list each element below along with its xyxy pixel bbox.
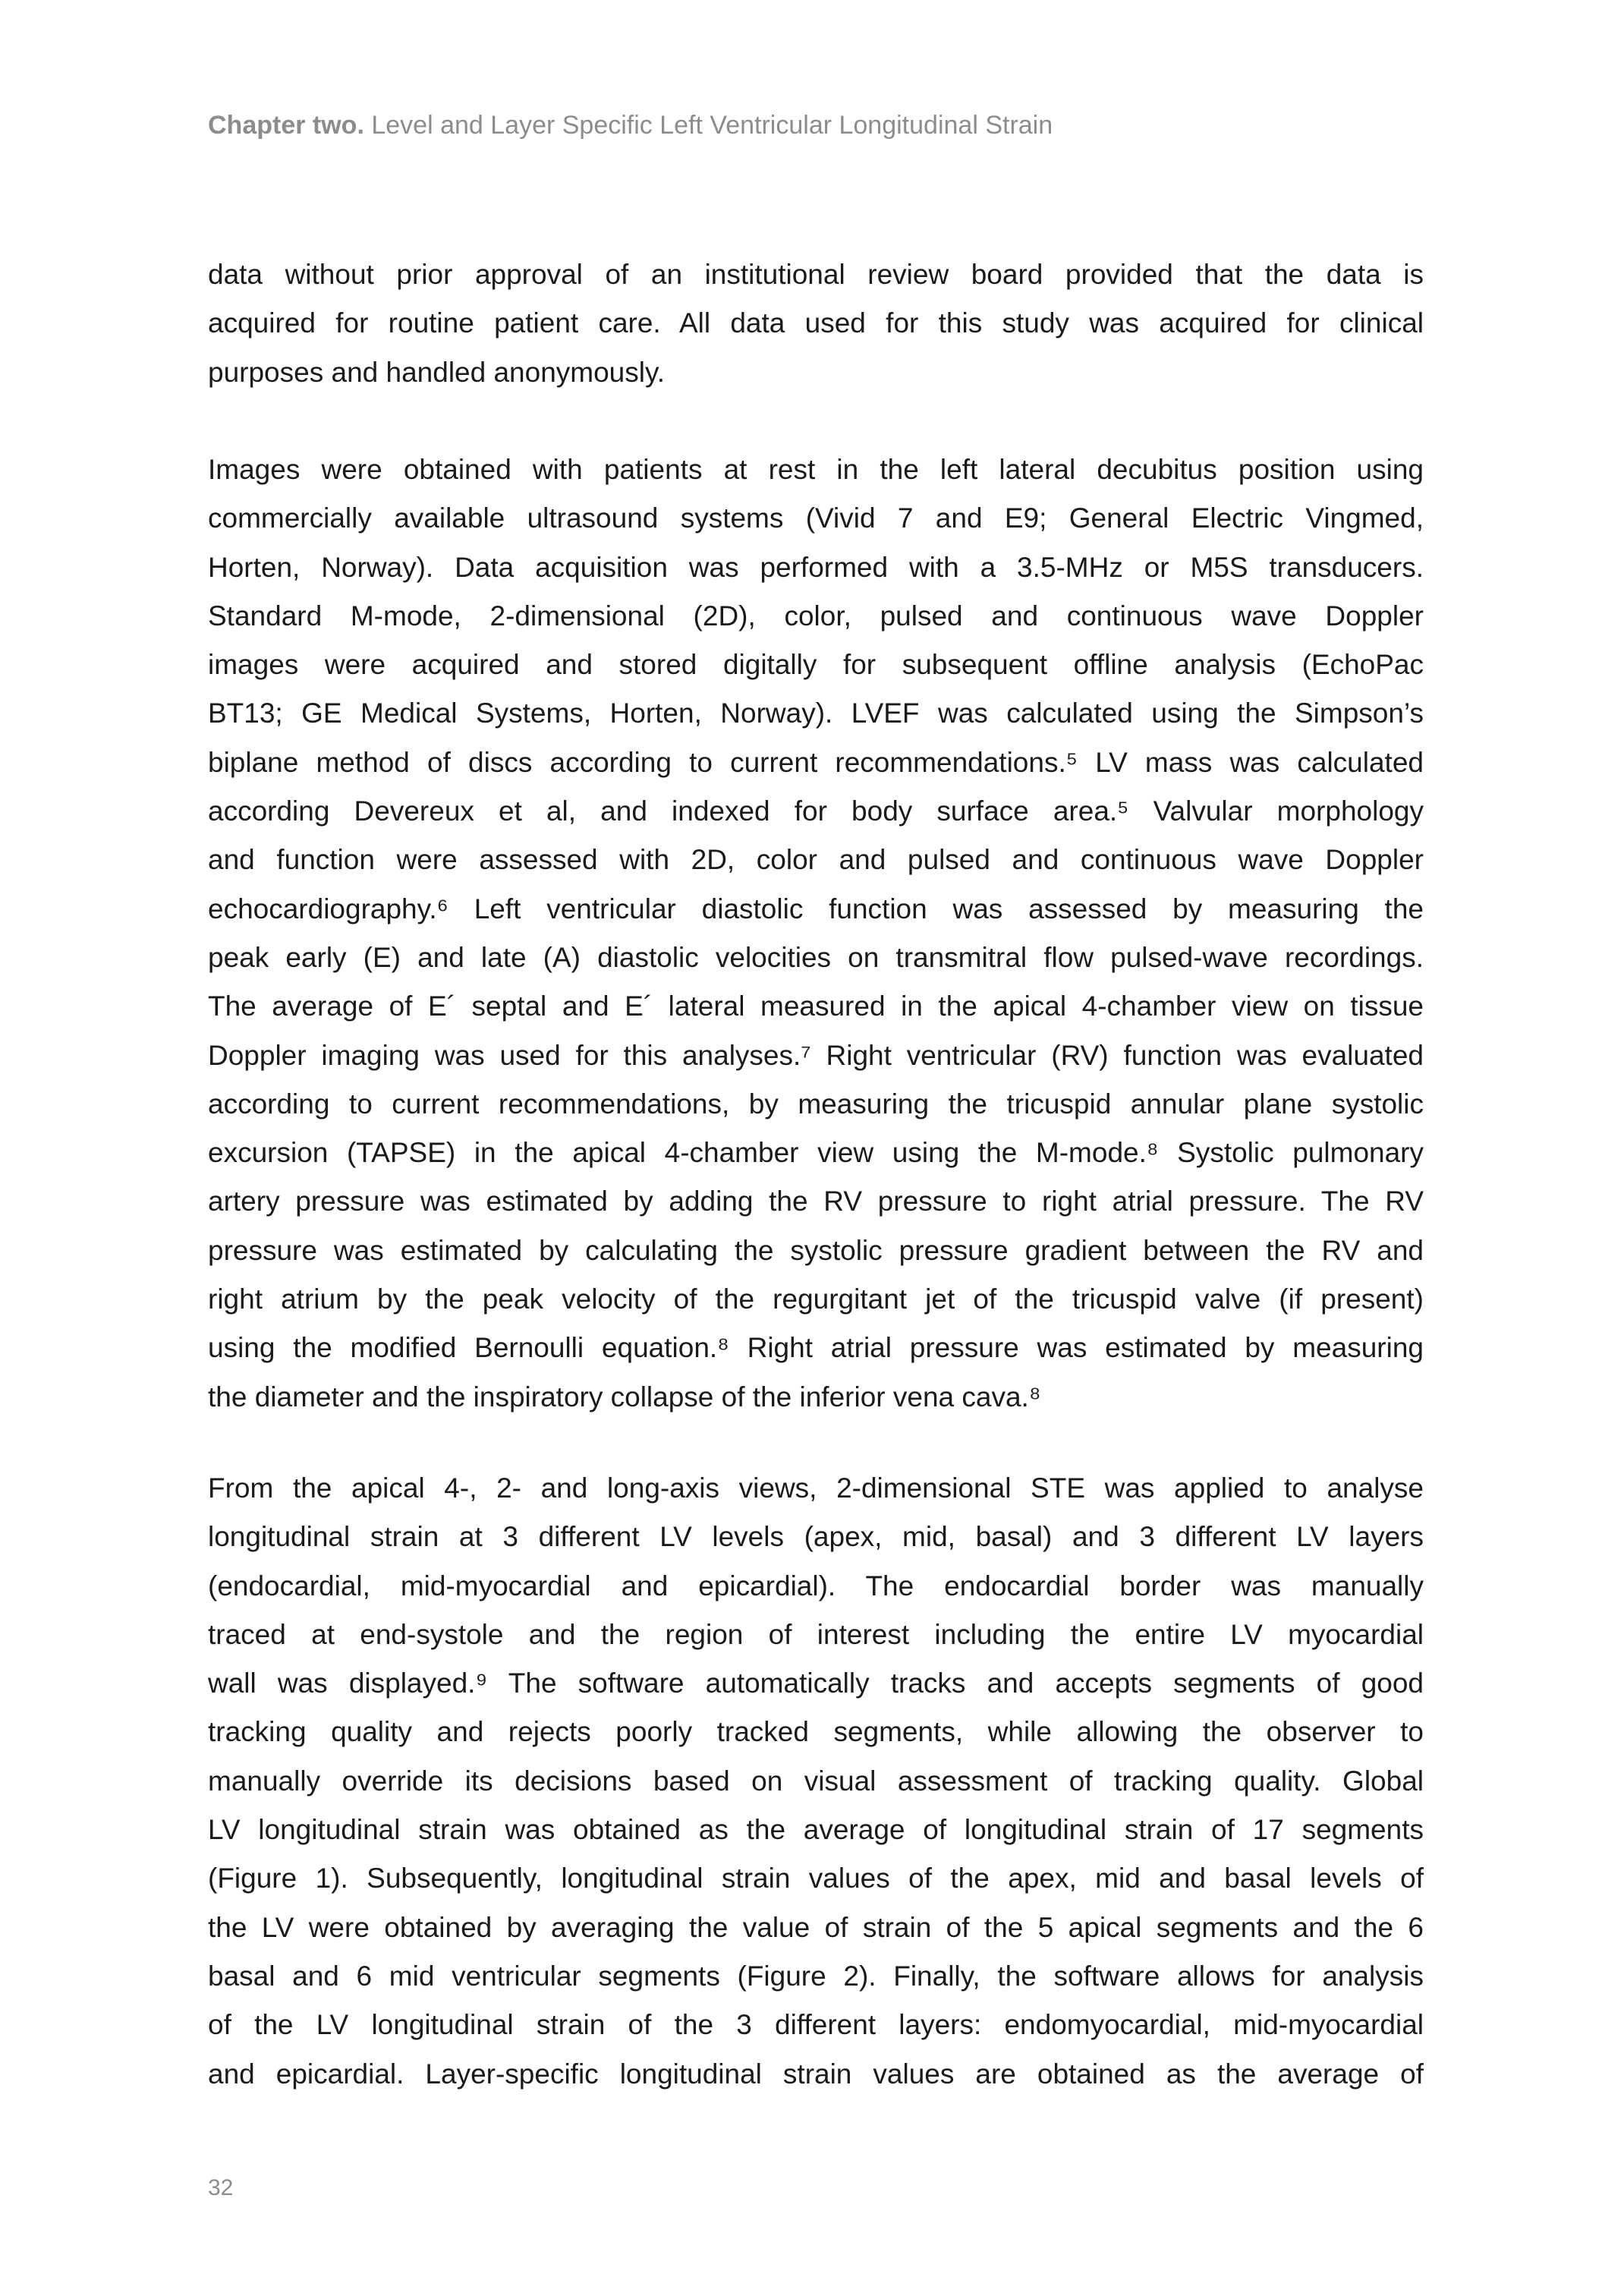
text-line: of the LV longitudinal strain of the 3 different layers: endomyocardial, mid-myocardial [208,2009,1424,2041]
text-line: longitudinal strain at 3 different LV levels (apex, mid, basal) and 3 different LV layers [208,1521,1424,1553]
running-header [208,111,1053,140]
text-line: according to current recommendations, by measuring the tricuspid annular plane systolic [208,1088,1424,1120]
text-line: Horten, Norway). Data acquisition was performed with a 3.5-MHz or M5S transducers. [208,551,1424,583]
text-line: and function were assessed with 2D, color and pulsed and continuous wave Doppler [208,844,1424,876]
chapter-label: Chapter two. [208,111,364,140]
text-line: (endocardial, mid-myocardial and epicardial). The endocardial border was manually [208,1570,1424,1601]
text-line: the diameter and the inspiratory collapse of the inferior vena cava.⁸ [208,1381,1041,1412]
text-line: tracking quality and rejects poorly tracked segments, while allowing the observer to [208,1716,1424,1748]
text-line: and epicardial. Layer-specific longitudinal strain values are obtained as the average of [208,2058,1424,2090]
text-line: The average of E´ septal and E´ lateral measured in the apical 4-chamber view on tissue [208,990,1424,1022]
text-line: using the modified Bernoulli equation.⁸ Right atrial pressure was estimated by measuring [208,1332,1424,1364]
text-line: according Devereux et al, and indexed for body surface area.⁵ Valvular morphology [208,795,1424,827]
text-line: pressure was estimated by calculating the systolic pressure gradient between the RV and [208,1234,1424,1266]
text-line: traced at end-systole and the region of interest including the entire LV myocardial [208,1618,1424,1650]
text-line: the LV were obtained by averaging the value of strain of the 5 apical segments and the 6 [208,1911,1424,1943]
text-line: artery pressure was estimated by adding the RV pressure to right atrial pressure. The RV [208,1186,1424,1217]
chapter-title: Level and Layer Specific Left Ventricular Longitudinal Strain [371,111,1053,140]
paragraph-echocardiography [208,446,1424,1422]
text-line: Standard M-mode, 2-dimensional (2D), color, pulsed and continuous wave Doppler [208,600,1424,631]
page-number: 32 [208,2175,234,2200]
text-line: echocardiography.⁶ Left ventricular diastolic function was assessed by measuring the [208,893,1424,924]
text-line: right atrium by the peak velocity of the regurgitant jet of the tricuspid valve (if present) [208,1283,1424,1315]
text-line: images were acquired and stored digitally for subsequent offline analysis (EchoPac [208,649,1424,681]
text-line: peak early (E) and late (A) diastolic velocities on transmitral flow pulsed-wave recordings. [208,941,1424,973]
text-line: basal and 6 mid ventricular segments (Figure 2). Finally, the software allows for analysis [208,1960,1424,1992]
text-line: (Figure 1). Subsequently, longitudinal strain values of the apex, mid and basal levels of [208,1863,1424,1894]
text-line: data without prior approval of an institutional review board provided that the data is [208,259,1424,290]
text-line: BT13; GE Medical Systems, Horten, Norway). LVEF was calculated using the Simpson’s [208,698,1424,729]
text-line: commercially available ultrasound systems (Vivid 7 and E9; General Electric Vingmed, [208,502,1424,534]
text-line: LV longitudinal strain was obtained as the average of longitudinal strain of 17 segments [208,1814,1424,1846]
text-line: purposes and handled anonymously. [208,356,666,388]
text-line: acquired for routine patient care. All data used for this study was acquired for clinical [208,307,1424,339]
text-line: manually override its decisions based on visual assessment of tracking quality. Global [208,1765,1424,1797]
text-line: Images were obtained with patients at rest in the left lateral decubitus position using [208,454,1424,485]
text-line: From the apical 4-, 2- and long-axis views, 2-dimensional STE was applied to analyse [208,1472,1424,1504]
text-line: wall was displayed.⁹ The software automatically tracks and accepts segments of good [208,1668,1424,1699]
text-line: Doppler imaging was used for this analyses.⁷ Right ventricular (RV) function was evaluated [208,1039,1424,1071]
text-line: excursion (TAPSE) in the apical 4-chamber view using the M-mode.⁸ Systolic pulmonary [208,1137,1424,1169]
paragraph-ethics [208,250,1424,397]
text-line: biplane method of discs according to current recommendations.⁵ LV mass was calculated [208,746,1424,778]
paragraph-strain-analysis [208,1464,1424,2099]
